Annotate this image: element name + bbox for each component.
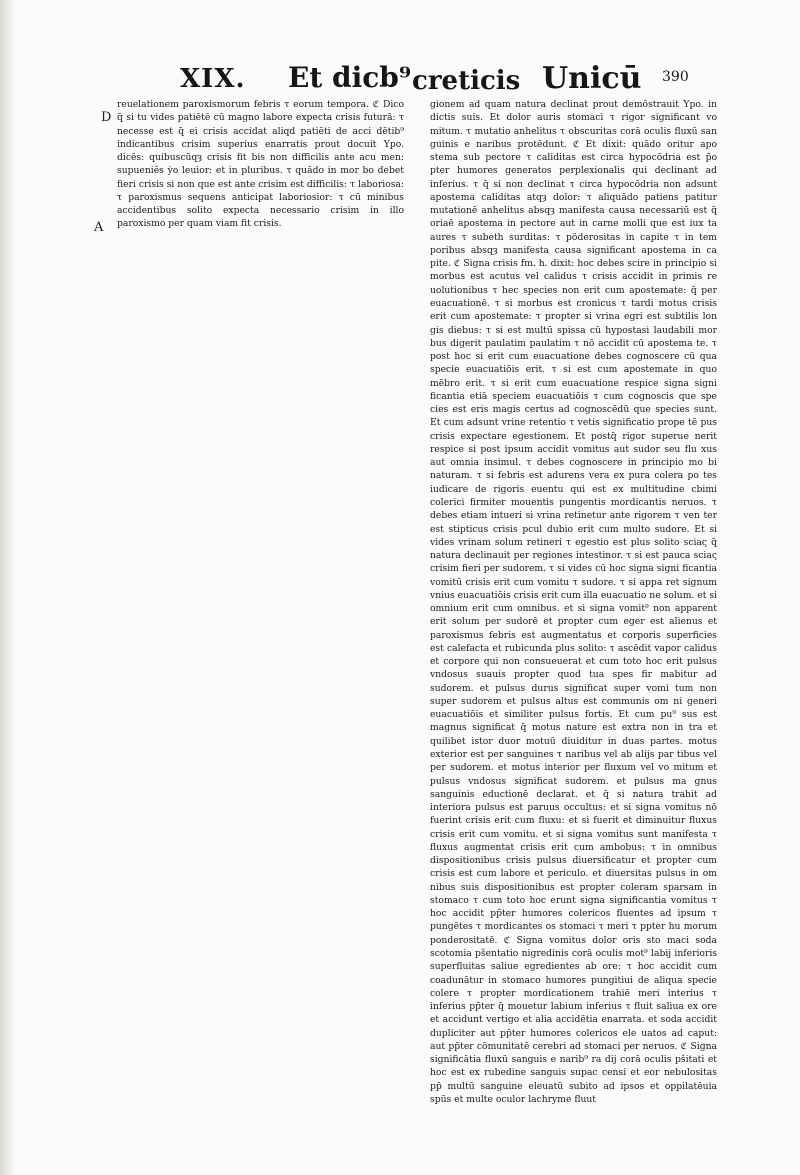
margin-letter-a: A	[94, 220, 104, 235]
header-title-part: Et dicb⁹	[288, 61, 412, 94]
margin-letter-d: D	[101, 110, 112, 125]
page-edge-shadow	[0, 0, 16, 1175]
text-column-right	[430, 98, 717, 1148]
header-title-part: creticis	[412, 66, 521, 96]
running-header	[170, 58, 730, 102]
header-title-part: Unicū	[542, 61, 642, 96]
paragraph: gionem ad quam natura declinat prout demōstrauit Ypo. in dictis suis. Et dolor auris stomaci τ rigor significant vo mitum. τ mutatio anhelitus τ obscuritas corā oculis fluxū san guinis e naribus protēdunt. ℭ Et dixit: quādo oritur apo stema sub pectore τ caliditas est circa hypocōdria est p̄o pter humores generatos perplexionalis qui declinant ad inferius. τ q̄ si non declinat τ circa hypocōdria non adsunt apostema caliditas atqȝ dolor: τ aliquādo patiens patitur mutationē anhelitus absqȝ manifesta causa necessariū est q̄ oriaē apostema in pectore aut in carne molli que est iux ta aures τ subeth surditas: τ pōderositas in capite τ in tem poribus absqȝ manifesta causa significant apostema in ca pite. ℭ Signa crisis fm. h. dixit: hoc debes scire in principio si morbus est acutus vel calidus τ crisis accidit in primis re uolutionibus τ hec species non erit cum apostemate: q̄ per euacuationē. τ si morbus est cronicus τ tardi motus crisis erit cum apostemate: τ propter si vrina egri est subtilis lon gis diebus: τ si est multū spissa cū hypostasi laudabili mor bus digerit paulatim paulatim τ nō accidit cū apostema te. τ post hoc si erit cum euacuatione debes cognoscere cū qua specie euacuatiōis erit. τ si est cum apostemate in quo mēbro erit. τ si erit cum euacuatione respice signa signi ficantia etiā speciem euacuatiōis τ cum cognoscis que spe cies est eris magis certus ad cognoscēdū que species sunt. Et cum adsunt vrine retentio τ vetis significatio prope tē pus crisis expectare egestionem. Et postq̄ rigor superue nerit respice si post ipsum accidit vomitus aut sudor seu flu xus aut omnia insimul. τ debes cognoscere in principio mo bi naturam. τ si febris est adurens vera ex pura colera po tes iudicare de rigoris euentu qui est ex multitudine cbimi colerici firmiter mouentis pungentis mordicantis neruos. τ debes etiam intueri si vrina retinetur ante rigorem τ ven ter est stipticus crisis pcul dubio erit cum multo sudore. Et si vides vrinam solum retineri τ egestio est plus solito sciaς q̄ natura declinauit per regiones intestinor. τ si est pauca sciaς crisim fieri per sudorem. τ si vides cū hoc signa signi ficantia vomitū crisis erit cum vomitu τ sudore. τ si appa ret signum vnius euacuatiōis crisis erit cum illa euacuatio ne solum. et si omnium erit cum omnibus. et si signa vomit⁹ non apparent erit solum per sudorē et propter cum eger est alienus et paroxismus febris est augmentatus et corporis superficies est calefacta et rubicunda plus solito: τ ascēdit vapor calidus et corpore qui non consueuerat et cum toto hoc erit pulsus vndosus suauis propter quod tua spes fir mabitur ad sudorem. et pulsus durus significat super vomi tum non super sudorem et pulsus altus est communis om ni generi euacuatiōis et similiter pulsus fortis. Et cum pu⁹ sus est magnus significat q̄ motus nature est extra non in tra et quilibet istor duor motuū diuiditur in duas partes. motus exterior est per sanguines τ naribus vel ab alijs par tibus vel per sudorem. et motus interior per fluxum vel vo mitum et pulsus vndosus significat sudorem. et pulsus ma gnus sanguinis eductionē declarat. et q̄ si natura trahit ad interiora pulsus est paruus occultus: et si signa vomitus nō fuerint crisis erit cum fluxu: et si fuerit et diminuitur fluxus crisis erit cum vomitu. et si signa vomitus sunt manifesta τ fluxus augmentat crisis erit cum ambobus: τ in omnibus dispositionibus crisis pulsus diuersificatur et propter cum crisis est cum labore et periculo. et diuersitas pulsus in om nibus suis dispositionibus est propter coleram sparsam in stomaco τ cum toto hoc erunt signa significantia vomitus τ hoc accidit pp̄ter humores colericos fluentes ad ipsum τ pungētes τ mordicantes os stomaci τ meri τ ppter hu morum ponderositatē. ℭ Signa vomitus dolor oris sto maci soda scotomia pšentatio nigredinis corā oculis mot⁹ labij inferioris superfluitas saliue egredientes ab ore: τ hoc accidit cum coadunātur in stomaco humores pungitiui de aliqua specie colere τ propter mordicationem trahiē meri interius τ inferius pp̄ter q̄ mouetur labium inferius τ fluit saliua ex ore et accidunt vertigo et alia accidētia enarrata. et soda accidit dupliciter aut pp̄ter humores colericos ele uatos ad caput: aut pp̄ter cōmunitatē cerebri ad stomaci per neruos. ℭ Signa significātia fluxū sanguis e narib⁹ ra dij corā oculis pšitati et hoc est ex rubedine sanguis supac censi et eor nebulositas pp̄ multū sanguine eleuatū subito ad ipsos et oppilatēuia spūs et multe oculor lachryme fluut	[430, 99, 717, 1105]
text-column-left	[117, 98, 404, 1148]
header-chapter-number: XIX.	[180, 64, 246, 94]
paragraph: reuelationem paroxismorum febris τ eorum tempora. ℭ Dico q̄ si tu vides patiētē cū magno labore expecta crisis futurā: τ necesse est q̄ ei crisis accidat aliqd patiēti de acci dētib⁹ indicantibus crisim superius enarratis prout docuit Ypo. dicēs: quibuscūqȝ crisis fit bis non difficilis ante acu men: supueniēs ẏo leuior: et in pluribus. τ quādo in mor bo debet fieri crisis si non que est ante crisim est difficilis: τ laboriosa: τ paroxismus sequens anticipat laboriosior: τ cū minibus accidentibus solito expecta necessario crisim in illo paroxismo per quam viam fit crisis.	[117, 99, 404, 230]
folio-number: 390	[662, 69, 689, 85]
